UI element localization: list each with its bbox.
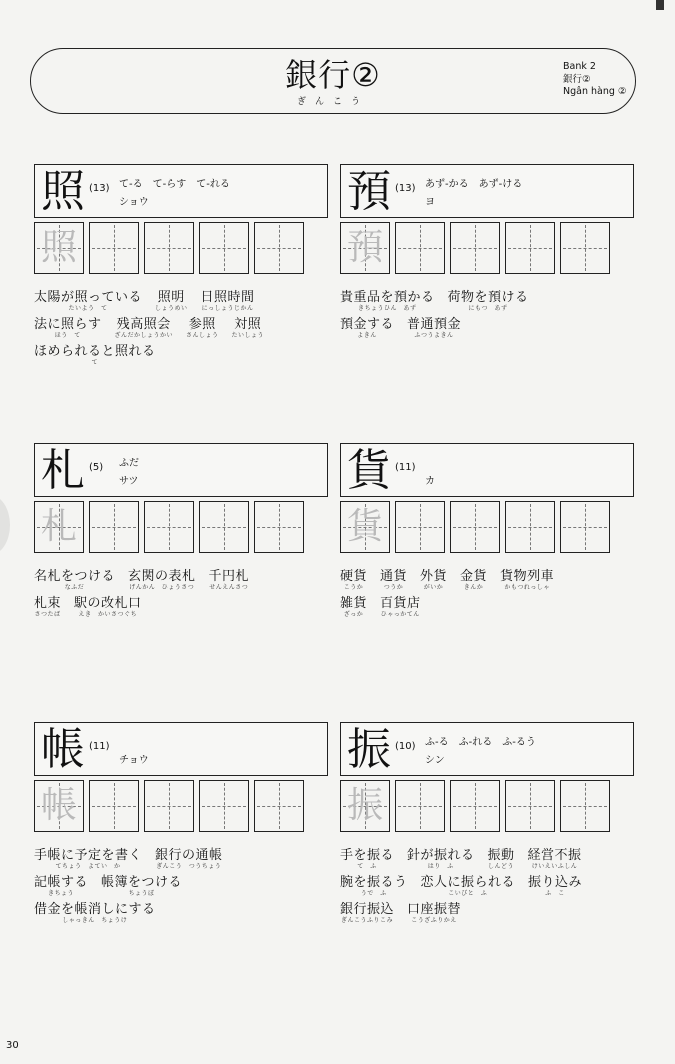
vocab-word-reading: つうか: [383, 584, 404, 591]
vocab-word-text: 針が振れる: [407, 848, 475, 863]
stroke-count: (13): [89, 183, 110, 194]
vocab-word: [340, 902, 394, 925]
vocab-word-text: 振り込み: [528, 875, 583, 890]
vocab-word-text: 法に照らす: [34, 317, 102, 332]
practice-cell[interactable]: [450, 780, 500, 832]
practice-cell[interactable]: [340, 501, 390, 553]
vocab-list: [34, 569, 334, 623]
practice-cell[interactable]: [395, 780, 445, 832]
practice-cell[interactable]: [340, 780, 390, 832]
vocab-word: [34, 344, 156, 367]
vocab-word: [528, 848, 582, 871]
practice-grid: [340, 780, 634, 832]
vocab-row: [340, 317, 640, 344]
kanji-info-box: [340, 443, 634, 497]
vocab-word: [128, 569, 196, 592]
vocab-word: [380, 596, 421, 619]
practice-cell[interactable]: [395, 501, 445, 553]
vocab-word-reading: きんか: [463, 584, 484, 591]
vocab-word-reading: しゃっきん ちょうけ: [62, 917, 128, 924]
vocab-word: [115, 317, 174, 340]
tracing-sample: 貨: [346, 506, 383, 547]
kanji-info-box: [340, 164, 634, 218]
vocab-row: [340, 902, 640, 929]
vocab-word-reading: ふつうよきん: [414, 332, 454, 339]
practice-cell[interactable]: [450, 222, 500, 274]
vocab-word-reading: ざんだかしょうかい: [114, 332, 174, 339]
vocab-word-text: 雑貨: [340, 596, 368, 611]
stroke-count: (10): [395, 741, 416, 752]
practice-cell[interactable]: [395, 222, 445, 274]
vocab-word-reading: しょうめい: [155, 305, 188, 312]
vocab-word: [74, 596, 142, 619]
vocab-word-text: 腕を振るう: [340, 875, 408, 890]
vocab-word-text: 貴重品を預かる: [340, 290, 435, 305]
vocab-word-reading: さつたば: [34, 611, 61, 618]
vocab-word-reading: たいしょう: [231, 332, 265, 339]
vocab-word: [201, 290, 255, 313]
vocab-word-reading: えき かいさつぐち: [78, 611, 138, 618]
vocab-word-text: 玄関の表札: [128, 569, 196, 584]
vocab-word-text: 普通預金: [407, 317, 462, 332]
vocab-word-text: 金貨: [460, 569, 488, 584]
vocab-word-text: 口座振替: [407, 902, 462, 917]
subtitle-english: Bank 2: [563, 61, 596, 72]
kanji-character: 照: [41, 166, 85, 217]
vocab-word: [488, 848, 515, 871]
vocab-word: [340, 596, 367, 619]
vocab-word-reading: ふ こ: [545, 890, 565, 897]
practice-grid: [34, 501, 328, 553]
vocab-row: [34, 290, 334, 317]
practice-cell[interactable]: [254, 222, 304, 274]
vocab-word: [407, 848, 475, 871]
vocab-word-reading: たいよう て: [68, 305, 108, 312]
subtitle-japanese: 銀行②: [563, 73, 591, 85]
kanji-info-box: [34, 164, 328, 218]
practice-cell[interactable]: [144, 501, 194, 553]
vocab-word-reading: よきん: [357, 332, 377, 339]
vocab-row: [340, 848, 640, 875]
vocab-word-text: 帳簿をつける: [101, 875, 183, 890]
vocab-word-reading: ざっか: [343, 611, 364, 618]
page-number: 30: [6, 1040, 19, 1051]
stroke-count: (11): [89, 741, 110, 752]
vocab-row: [34, 569, 334, 596]
vocab-word-reading: うで ふ: [360, 890, 387, 897]
vocab-word-text: 硬貨: [340, 569, 368, 584]
kanji-character: 振: [347, 724, 391, 775]
practice-cell[interactable]: [34, 501, 84, 553]
vocab-word-text: 貨物列車: [500, 569, 555, 584]
kanji-info-box: [34, 443, 328, 497]
practice-grid: [34, 780, 328, 832]
tracing-sample: 振: [346, 785, 383, 826]
vocab-row: [340, 596, 640, 623]
vocab-word: [340, 317, 394, 340]
kun-reading: て-る て-らす て-れる: [119, 179, 230, 190]
vocab-word: [448, 290, 529, 313]
vocab-word-text: ほめられると照れる: [34, 344, 156, 359]
practice-cell[interactable]: [144, 222, 194, 274]
tracing-sample: 帳: [40, 785, 77, 826]
vocab-word: [34, 569, 115, 592]
title-reading: ぎんこう: [296, 97, 369, 107]
practice-cell[interactable]: [199, 501, 249, 553]
tracing-sample: 照: [40, 227, 77, 268]
vocab-row: [340, 875, 640, 902]
vocab-word-reading: ちょうぼ: [128, 890, 155, 897]
vocab-word-text: 預金する: [340, 317, 395, 332]
vocab-row: [34, 902, 334, 929]
vocab-word-text: 千円札: [208, 569, 250, 584]
practice-cell[interactable]: [505, 780, 555, 832]
vocab-word-reading: さんしょう: [186, 332, 219, 339]
kanji-character: 預: [347, 166, 391, 217]
vocab-word: [340, 875, 408, 898]
vocab-word: [186, 317, 219, 340]
vocab-word-text: 照明: [157, 290, 185, 305]
vocab-word: [421, 875, 516, 898]
kun-reading: ふ-る ふ-れる ふ-るう: [425, 737, 536, 748]
kun-reading: ふだ: [119, 458, 139, 469]
vocab-word-text: 日照時間: [200, 290, 255, 305]
vocab-word: [209, 569, 250, 592]
vocab-list: [340, 290, 640, 344]
vocab-word-reading: きちょうひん あず: [358, 305, 417, 312]
kanji-character: 帳: [41, 724, 85, 775]
vocab-list: [34, 848, 334, 929]
stroke-count: (13): [395, 183, 416, 194]
vocab-word-text: 太陽が照っている: [34, 290, 143, 305]
vocab-word-reading: こうざふりかえ: [411, 917, 457, 924]
practice-cell[interactable]: [89, 780, 139, 832]
vocab-word-text: 手帳に予定を書く: [34, 848, 143, 863]
tracing-sample: 札: [40, 506, 77, 547]
kanji-character: 貨: [347, 445, 391, 496]
vocab-word-reading: にっしょうじかん: [201, 305, 254, 312]
on-reading: サツ: [119, 476, 139, 487]
vocab-word-reading: がいか: [423, 584, 444, 591]
vocab-word-text: 荷物を預ける: [447, 290, 529, 305]
vocab-word-reading: はり ふ: [427, 863, 454, 870]
on-reading: シン: [425, 755, 445, 766]
vocab-word: [420, 569, 447, 592]
vocab-word-text: 外貨: [420, 569, 448, 584]
vocab-word: [34, 290, 142, 313]
vocab-word-reading: しんどう: [488, 863, 515, 870]
vocab-row: [34, 344, 334, 371]
practice-cell[interactable]: [89, 222, 139, 274]
subtitle-vietnamese: Ngân hàng ②: [563, 86, 627, 97]
vocab-word: [340, 290, 435, 313]
vocab-word-text: 名札をつける: [34, 569, 116, 584]
practice-cell[interactable]: [254, 780, 304, 832]
vocab-word-text: 対照: [234, 317, 262, 332]
vocab-word-text: 駅の改札口: [74, 596, 142, 611]
vocab-word-text: 振動: [487, 848, 515, 863]
vocab-row: [340, 569, 640, 596]
practice-cell[interactable]: [34, 780, 84, 832]
vocab-word-reading: こいびと ふ: [448, 890, 488, 897]
vocab-word-text: 経営不振: [527, 848, 582, 863]
vocab-word-reading: にもつ あず: [468, 305, 508, 312]
kanji-info-box: [340, 722, 634, 776]
vocab-word-reading: なふだ: [64, 584, 85, 591]
practice-cell[interactable]: [560, 501, 610, 553]
vocab-word: [380, 569, 407, 592]
vocab-word-reading: ぎんこう つうちょう: [156, 863, 222, 870]
vocab-word-reading: ほう て: [54, 332, 81, 339]
vocab-word: [155, 848, 223, 871]
tracing-sample: 預: [346, 227, 383, 268]
page-header: [30, 48, 636, 114]
vocab-word: [101, 875, 182, 898]
on-reading: チョウ: [119, 755, 149, 766]
stroke-count: (11): [395, 462, 416, 473]
edge-thumb-tab: [0, 495, 10, 555]
vocab-word: [528, 875, 582, 898]
vocab-word-text: 手を振る: [340, 848, 395, 863]
practice-grid: [340, 501, 634, 553]
vocab-row: [34, 317, 334, 344]
practice-cell[interactable]: [34, 222, 84, 274]
vocab-word: [34, 902, 156, 925]
kanji-info-box: [34, 722, 328, 776]
practice-cell[interactable]: [199, 780, 249, 832]
vocab-list: [34, 290, 334, 371]
on-reading: カ: [425, 476, 435, 487]
vocab-word: [34, 596, 61, 619]
vocab-word-reading: げんかん ひょうさつ: [129, 584, 195, 591]
vocab-word-reading: きちょう: [48, 890, 75, 897]
practice-cell[interactable]: [89, 501, 139, 553]
vocab-word: [407, 317, 461, 340]
practice-cell[interactable]: [254, 501, 304, 553]
kun-reading: あず-かる あず-ける: [425, 179, 523, 190]
practice-cell[interactable]: [505, 222, 555, 274]
vocab-word: [34, 875, 88, 898]
vocab-word: [34, 848, 142, 871]
vocab-word: [155, 290, 188, 313]
practice-cell[interactable]: [560, 780, 610, 832]
vocab-word-text: 借金を帳消しにする: [34, 902, 156, 917]
vocab-word-text: 記帳する: [34, 875, 89, 890]
vocab-list: [340, 569, 640, 623]
subtitle: [563, 61, 626, 99]
vocab-word-reading: ぎんこうふりこみ: [341, 917, 394, 924]
vocab-row: [34, 596, 334, 623]
on-reading: ショウ: [119, 197, 149, 208]
vocab-word: [460, 569, 487, 592]
page-title: 銀行②: [285, 56, 381, 94]
vocab-word-reading: せんえんさつ: [209, 584, 249, 591]
vocab-word-text: 札束: [34, 596, 62, 611]
practice-cell[interactable]: [144, 780, 194, 832]
practice-cell[interactable]: [340, 222, 390, 274]
vocab-word-reading: かもつれっしゃ: [504, 584, 550, 591]
vocab-word-reading: て: [91, 359, 99, 366]
vocab-word-reading: て ふ: [357, 863, 377, 870]
vocab-word-text: 銀行の通帳: [155, 848, 223, 863]
practice-grid: [340, 222, 634, 274]
on-reading: ヨ: [425, 197, 435, 208]
practice-grid: [34, 222, 328, 274]
vocab-word-text: 恋人に振られる: [420, 875, 516, 890]
vocab-row: [340, 290, 640, 317]
vocab-word-text: 銀行振込: [340, 902, 395, 917]
vocab-row: [34, 848, 334, 875]
vocab-word-reading: てちょう よてい か: [55, 863, 121, 870]
vocab-row: [34, 875, 334, 902]
crop-mark: [656, 0, 664, 10]
vocab-word: [232, 317, 265, 340]
practice-cell[interactable]: [450, 501, 500, 553]
stroke-count: (5): [89, 462, 104, 473]
vocab-word-text: 参照: [188, 317, 216, 332]
vocab-word-reading: ひゃっかてん: [380, 611, 420, 618]
vocab-word-text: 百貨店: [380, 596, 421, 611]
vocab-word-text: 通貨: [380, 569, 408, 584]
kanji-character: 札: [41, 445, 85, 496]
vocab-word-reading: こうか: [343, 584, 364, 591]
vocab-word: [407, 902, 461, 925]
vocab-word: [340, 569, 367, 592]
vocab-word-text: 残高照会: [116, 317, 171, 332]
vocab-word: [500, 569, 554, 592]
practice-cell[interactable]: [199, 222, 249, 274]
vocab-list: [340, 848, 640, 929]
practice-cell[interactable]: [505, 501, 555, 553]
vocab-word: [340, 848, 394, 871]
vocab-word-reading: けいえいふしん: [531, 863, 578, 870]
practice-cell[interactable]: [560, 222, 610, 274]
vocab-word: [34, 317, 102, 340]
